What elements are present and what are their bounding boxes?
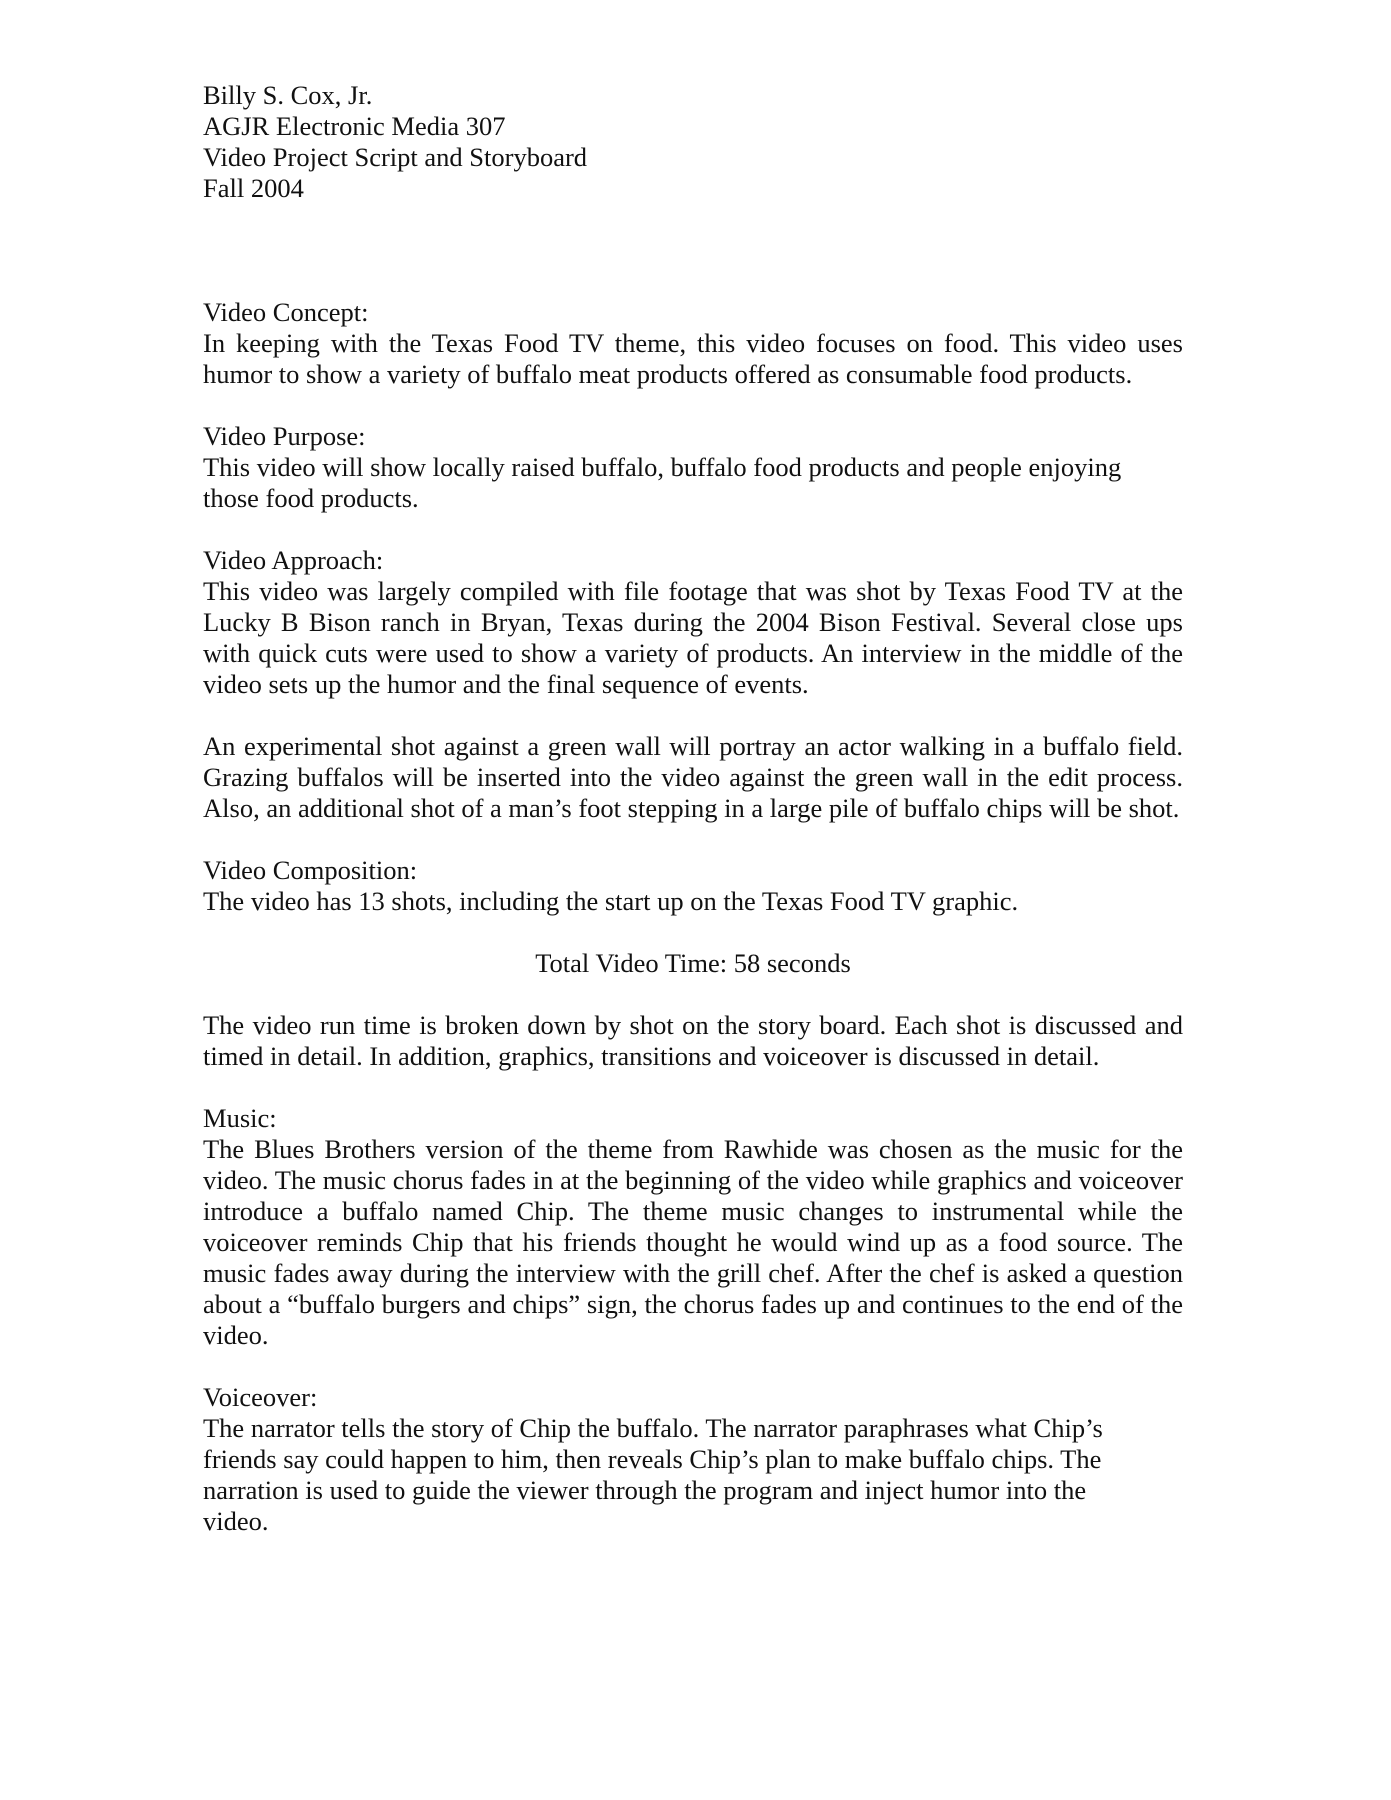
purpose-heading: Video Purpose: xyxy=(203,421,366,451)
approach-heading: Video Approach: xyxy=(203,545,384,575)
author-name: Billy S. Cox, Jr. xyxy=(203,80,373,110)
voiceover-text: The narrator tells the story of Chip the buffalo. The narrator paraphrases what Chip’s friends say could happen to him, then reveals Chip’s plan to make buffalo chips. The narration is used to guide the viewer through the program and inject humor into the video. xyxy=(203,1413,1103,1536)
concept-text: In keeping with the Texas Food TV theme, this video focuses on food. This video uses humor to show a variety of buffalo meat products offered as consumable food products. xyxy=(203,328,1183,389)
approach-text: This video was largely compiled with file footage that was shot by Texas Food TV at the Lucky B Bison ranch in Bryan, Texas during the 2004 Bison Festival. Several close ups with quick cuts were used to show a variety of products. An interview in the middle of the video sets up the humor and the final sequence of events. xyxy=(203,576,1183,699)
term: Fall 2004 xyxy=(203,173,304,203)
total-video-time: Total Video Time: 58 seconds xyxy=(535,948,851,978)
document-page xyxy=(203,80,1183,1537)
approach-text-2: An experimental shot against a green wall will portray an actor walking in a buffalo field. Grazing buffalos will be inserted into the video against the green wall in the edit process. Also, an additional shot of a man’s foot stepping in a large pile of buffalo chips will be shot. xyxy=(203,731,1183,823)
concept-heading: Video Concept: xyxy=(203,297,369,327)
music-text: The Blues Brothers version of the theme from Rawhide was chosen as the music for the video. The music chorus fades in at the beginning of the video while graphics and voiceover introduce a buffalo named Chip. The theme music changes to instrumental while the voiceover reminds Chip that his friends thought he would wind up as a food source. The music fades away during the interview with the grill chef. After the chef is asked a question about a “buffalo burgers and chips” sign, the chorus fades up and continues to the end of the video. xyxy=(203,1134,1183,1350)
composition-text: The video has 13 shots, including the start up on the Texas Food TV graphic. xyxy=(203,886,1019,916)
voiceover-heading: Voiceover: xyxy=(203,1382,318,1412)
composition-heading: Video Composition: xyxy=(203,855,418,885)
music-heading: Music: xyxy=(203,1103,277,1133)
project-title: Video Project Script and Storyboard xyxy=(203,142,588,172)
purpose-text: This video will show locally raised buffalo, buffalo food products and people enjoying those food products. xyxy=(203,452,1122,513)
course-title: AGJR Electronic Media 307 xyxy=(203,111,506,141)
composition-text-2: The video run time is broken down by shot on the story board. Each shot is discussed and timed in detail. In addition, graphics, transitions and voiceover is discussed in detail. xyxy=(203,1010,1183,1071)
